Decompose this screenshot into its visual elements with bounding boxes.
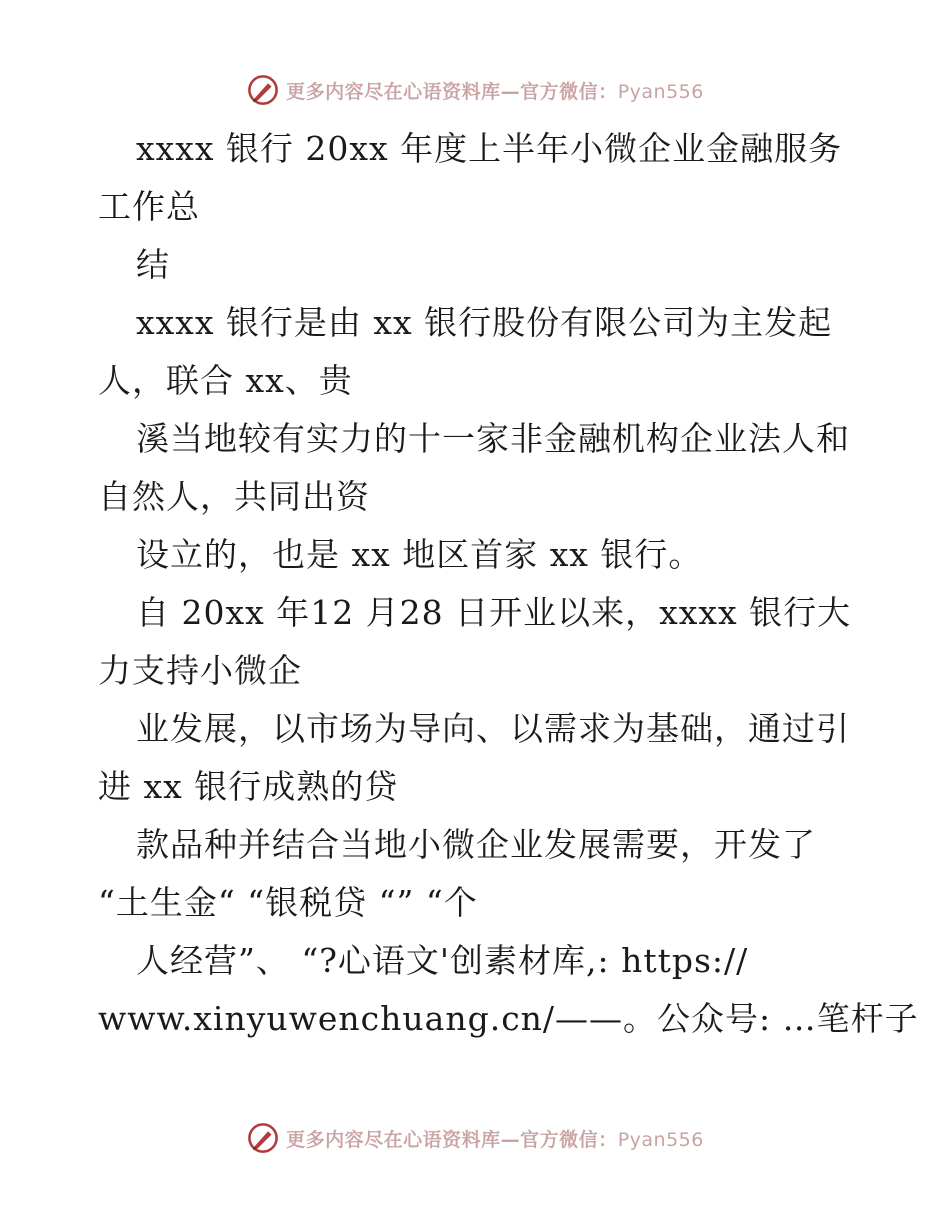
- header-site-text: 更多内容尽在心语资料库: [286, 80, 501, 103]
- footer-wechat-id: Pyan556: [617, 1128, 704, 1151]
- footer-site-text: 更多内容尽在心语资料库: [286, 1128, 501, 1151]
- document-line: 自然人，共同出资: [98, 477, 370, 516]
- document-line: xxxx 银行 20xx 年度上半年小微企业金融服务: [136, 129, 843, 168]
- header-banner: [0, 70, 950, 110]
- pen-logo-icon: [246, 73, 280, 107]
- footer-banner-content: [246, 1121, 704, 1155]
- header-banner-text: [286, 77, 704, 104]
- footer-banner: [0, 1118, 950, 1158]
- document-line: 人，联合 xx、贵: [98, 361, 353, 400]
- document-line: 进 xx 银行成熟的贷: [98, 767, 399, 806]
- header-wechat-id: Pyan556: [617, 80, 704, 103]
- document-line: 力支持小微企: [98, 651, 302, 690]
- footer-wechat-label: 官方微信：: [520, 1128, 618, 1151]
- footer-banner-text: [286, 1125, 704, 1152]
- document-line: 业发展，以市场为导向、以需求为基础，通过引: [136, 709, 850, 748]
- header-wechat-label: 官方微信：: [520, 80, 618, 103]
- document-line: “土生金“ “银税贷 “” “个: [98, 883, 478, 922]
- document-line: 自 20xx 年12 月28 日开业以来，xxxx 银行大: [136, 593, 852, 632]
- document-line: 工作总: [98, 187, 200, 226]
- document-line: www.xinyuwenchuang.cn/——。公众号: …笔杆子: [98, 999, 919, 1038]
- document-line: 款品种并结合当地小微企业发展需要，开发了: [136, 825, 816, 864]
- document-line: xxxx 银行是由 xx 银行股份有限公司为主发起: [136, 303, 833, 342]
- footer-separator: —: [500, 1128, 521, 1151]
- document-line: 溪当地较有实力的十一家非金融机构企业法人和: [136, 419, 850, 458]
- document-body: [98, 120, 919, 1048]
- header-separator: —: [500, 80, 521, 103]
- document-line: 结: [136, 245, 170, 284]
- header-banner-content: [246, 73, 704, 107]
- document-line: 人经营”、 “?心语文'创素材库,: https://: [136, 941, 749, 980]
- document-line: 设立的，也是 xx 地区首家 xx 银行。: [136, 535, 703, 574]
- pen-logo-icon: [246, 1121, 280, 1155]
